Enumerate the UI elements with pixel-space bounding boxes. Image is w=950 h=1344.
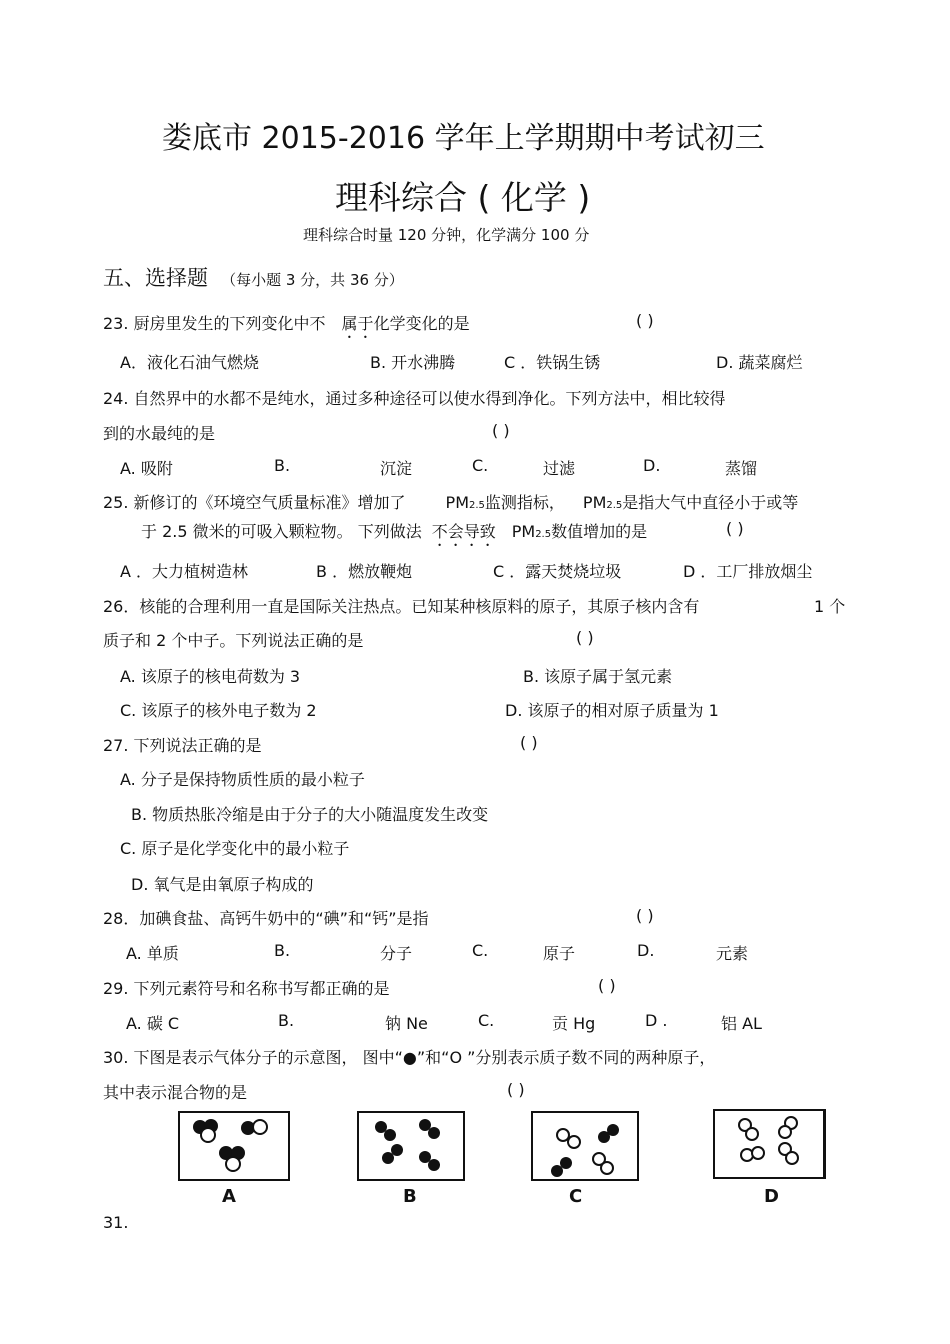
section-heading (103, 262, 404, 292)
question-26-stem-line1: 26．核能的合理利用一直是国际关注热点。已知某种核原料的原子，其原子核内含有 (103, 597, 700, 616)
option-25-b: B ．燃放鞭炮 (316, 562, 413, 581)
question-26-paren: ( ) (576, 628, 594, 647)
option-24-c-letter: C. (472, 456, 489, 475)
option-29-c-text: 贡 Hg (552, 1014, 596, 1033)
molecule-diagram-a (178, 1111, 290, 1181)
section-title: 五、选择题 (103, 266, 208, 290)
option-23-c: C ．铁锅生锈 (504, 353, 601, 372)
diagram-label-b: B (403, 1186, 417, 1207)
option-24-b-letter: B. (274, 456, 291, 475)
option-29-b-letter: B. (278, 1011, 295, 1030)
question-28-paren: ( ) (636, 906, 654, 925)
diagram-c-svg (533, 1113, 637, 1179)
diagram-b-svg (359, 1113, 463, 1179)
option-23-b: B. 开水沸腾 (370, 353, 456, 372)
question-25-paren: ( ) (726, 519, 744, 538)
option-28-c-text: 原子 (543, 944, 576, 963)
option-28-b-letter: B. (274, 941, 291, 960)
option-28-d-text: 元素 (716, 944, 749, 963)
molecule-diagram-b (357, 1111, 465, 1181)
option-28-b-text: 分子 (380, 944, 413, 963)
question-30-stem-line2: 其中表示混合物的是 (103, 1083, 248, 1102)
section-note: （每小题 3 分，共 36 分） (221, 271, 404, 289)
option-23-a: A．液化石油气燃烧 (120, 353, 259, 372)
option-25-c: C ．露天焚烧垃圾 (493, 562, 622, 581)
diagram-a-svg (180, 1113, 288, 1179)
question-30-paren: ( ) (507, 1080, 525, 1099)
option-24-d-letter: D. (643, 456, 661, 475)
exam-info: 理科综合时量 120 分钟，化学满分 100 分 (303, 226, 590, 244)
option-23-d: D. 蔬菜腐烂 (716, 353, 803, 372)
option-27-b: B. 物质热胀冷缩是由于分子的大小随温度发生改变 (131, 805, 489, 824)
option-29-d-letter: D . (645, 1011, 668, 1030)
option-29-b-text: 钠 Ne (385, 1014, 428, 1033)
diagram-label-c: C (569, 1186, 583, 1207)
question-25-stem-line1: 25. 新修订的《环境空气质量标准》增加了 PM2.5监测指标， PM2.5是指大气中直径小于或等 (103, 493, 799, 512)
option-29-d-text: 铝 AL (721, 1014, 762, 1033)
question-24-stem-line1: 24. 自然界中的水都不是纯水，通过多种途径可以使水得到净化。下列方法中，相比较得 (103, 389, 726, 408)
option-24-b-text: 沉淀 (380, 459, 413, 478)
option-26-b: B. 该原子属于氢元素 (523, 667, 673, 686)
question-26-stem-line1-end: 1 个 (814, 597, 846, 616)
option-27-a: A. 分子是保持物质性质的最小粒子 (120, 770, 365, 789)
option-26-d: D. 该原子的相对原子质量为 1 (505, 701, 719, 720)
option-28-d-letter: D. (637, 941, 655, 960)
option-24-a: A. 吸附 (120, 459, 173, 478)
question-23-paren: ( ) (636, 311, 654, 330)
question-29-paren: ( ) (598, 976, 616, 995)
question-30-stem-line1: 30. 下图是表示气体分子的示意图， 图中“●”和“O ”分别表示质子数不同的两种原子， (103, 1048, 716, 1067)
diagram-label-d: D (764, 1186, 779, 1207)
diagram-d-svg (715, 1111, 823, 1177)
option-29-c-letter: C. (478, 1011, 495, 1030)
diagram-label-a: A (222, 1186, 236, 1207)
question-26-stem-line2: 质子和 2 个中子。下列说法正确的是 (103, 631, 364, 650)
question-27-paren: ( ) (520, 733, 538, 752)
option-29-a: A. 碳 C (126, 1014, 180, 1033)
molecule-diagram-c (531, 1111, 639, 1181)
question-28-stem: 28．加碘食盐、高钙牛奶中的“碘”和“钙”是指 (103, 909, 429, 928)
question-31-stem: 31. (103, 1213, 129, 1232)
question-25-stem-line2: 于 2.5 微米的可吸入颗粒物。 下列做法 不会导致 PM2.5数值增加的是 (141, 522, 648, 541)
option-28-c-letter: C. (472, 941, 489, 960)
option-26-a: A. 该原子的核电荷数为 3 (120, 667, 301, 686)
option-24-d-text: 蒸馏 (725, 459, 758, 478)
question-29-stem: 29. 下列元素符号和名称书写都正确的是 (103, 979, 390, 998)
option-27-d: D. 氧气是由氧原子构成的 (131, 875, 314, 894)
question-27-stem: 27. 下列说法正确的是 (103, 736, 262, 755)
subject-title: 理科综合 ( 化学 ) (335, 178, 591, 217)
question-23-stem: 23. 厨房里发生的下列变化中不 属于化学变化的是 (103, 314, 470, 333)
exam-title: 娄底市 2015-2016 学年上学期期中考试初三 (162, 121, 765, 156)
option-28-a: A. 单质 (126, 944, 179, 963)
question-24-paren: ( ) (492, 421, 510, 440)
option-26-c: C. 该原子的核外电子数为 2 (120, 701, 317, 720)
option-25-d: D ．工厂排放烟尘 (683, 562, 813, 581)
option-25-a: A ．大力植树造林 (120, 562, 249, 581)
option-27-c: C. 原子是化学变化中的最小粒子 (120, 839, 350, 858)
molecule-diagram-d (713, 1109, 826, 1179)
option-24-c-text: 过滤 (543, 459, 576, 478)
question-24-stem-line2: 到的水最纯的是 (103, 424, 216, 443)
